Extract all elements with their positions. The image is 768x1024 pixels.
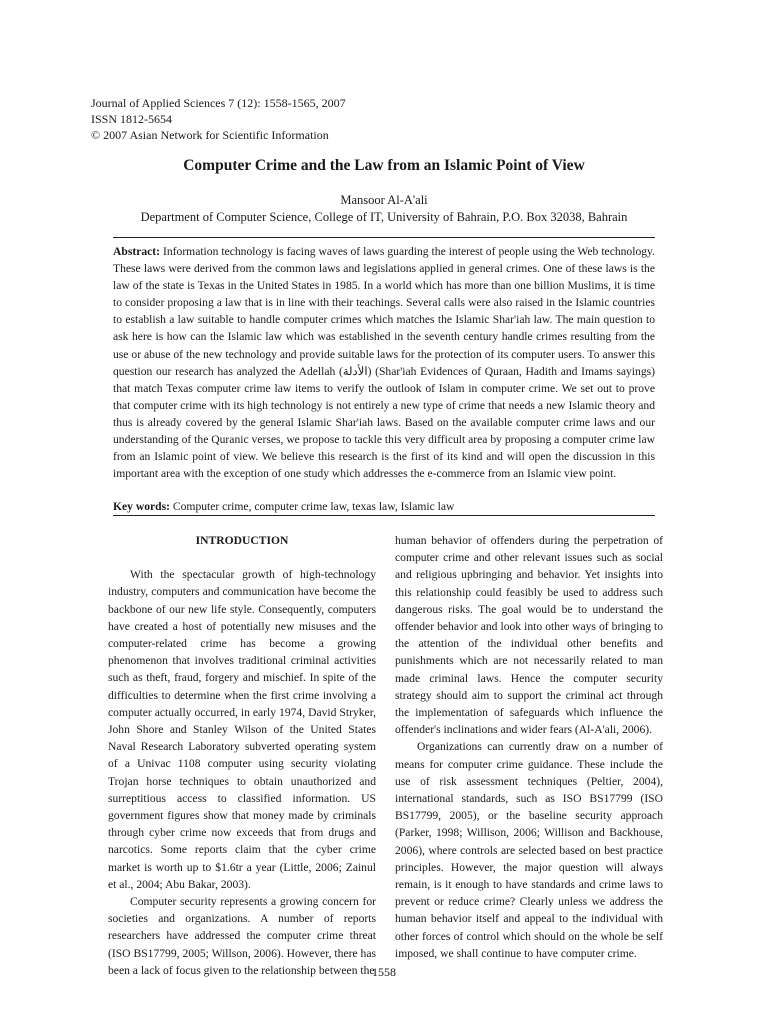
abstract — [113, 243, 655, 482]
journal-citation: Journal of Applied Sciences 7 (12): 1558-1565, 2007 — [91, 96, 346, 110]
body-paragraph: Organizations can currently draw on a number of means for computer crime guidance. These include the use of risk assessment techniques (Peltier, 2004), international standards, such as ISO BS17799 (ISO BS17799, 2005), or the baseline security approach (Parker, 1998; Willison, 2006; Willison and Backhouse, 2006), where controls are selected based on best practice principles. However, the major question will always remain, is it enough to have standards and crime laws to prevent or reduce crime? Clearly unless we address the human behavior itself and appeal to the individual with other forces of control which should on the whole be self imposed, we shall continue to have computer crime. — [395, 740, 663, 960]
keywords-text: Computer crime, computer crime law, texas law, Islamic law — [172, 500, 455, 513]
journal-issn: ISSN 1812-5654 — [91, 112, 173, 126]
paper-author: Mansoor Al-A'ali — [340, 193, 428, 207]
keywords-bottom-rule — [113, 515, 655, 516]
abstract-text: Information technology is facing waves of laws guarding the interest of people using the Web technology. These laws were derived from the common laws and legislations applied in general crimes. One of these laws is the law of the state is Texas in the United States in 1985. In a world which has more than one billion Muslims, it is time to consider proposing a law that is in line with their teachings. Several calls were also raised in the Islamic countries to establish a law suitable to handle computer crimes which matches the Islamic Shar'iah law. The main question to ask here is how can the Islamic law which was established in the seventh century handle crimes resulting from the use or abuse of the new technology and provide suitable laws for the protection of its computer users. To answer this question our research has analyzed the Adellah (الأدلة) (Shar'iah Evidences of Quraan, Hadith and Imams sayings) that match Texas computer crime law items to verify the outlook of Islam in computer crime. We set out to prove that computer crime with its high technology is not entirely a new type of crime that needs a new Islamic theory and thus is already covered by the general Islamic Shar'iah laws. Based on the available computer crime laws and our understanding of the Quranic verses, we propose to tackle this very difficult area by proposing a computer crime law from an Islamic point of view. We believe this research is the first of its kind and will open the discussion in this important area with the exception of one study which addresses the e-commerce from an Islamic view point. — [113, 245, 655, 481]
abstract-label: Abstract: — [113, 245, 161, 258]
body-paragraph: Computer security represents a growing concern for societies and organizations. A number of reports researchers have addressed the computer crime threat (ISO BS17799, 2005; Willson, 2006). However, there has been a lack of focus given to the relationship between the — [108, 895, 376, 977]
paper-title: Computer Crime and the Law from an Islamic Point of View — [183, 157, 585, 174]
section-heading-introduction: INTRODUCTION — [195, 534, 289, 547]
body-paragraph: human behavior of offenders during the perpetration of computer crime and other relevant issues such as social and religious upbringing and behavior. Yet insights into this relationship could feasibly be used to address such dangerous risks. The goal would be to understand the offender behavior and look into other ways of bringing to the attention of the individual other benefits and punishments which are not necessarily related to man made criminal laws. Hence the computer security strategy should aim to support the criminal act through the implementation of safeguards which influence the offender's inclinations and wider fears (Al-A'ali, 2006). — [395, 534, 663, 737]
journal-copyright: © 2007 Asian Network for Scientific Information — [91, 128, 329, 142]
journal-header — [91, 95, 491, 143]
keywords-label: Key words: — [113, 500, 170, 513]
right-column — [395, 532, 663, 962]
left-column — [108, 532, 376, 979]
page-number: 1558 — [372, 965, 396, 979]
body-paragraph: With the spectacular growth of high-technology industry, computers and communication have become the backbone of our new life style. Consequently, computers have created a host of potentially new misuses and the computer-related crime has become a growing phenomenon that involves traditional criminal activities such as theft, fraud, forgery and mischief. In spite of the difficulties to determine when the first crime involving a computer actually occurred, in early 1974, David Stryker, John Shore and Stanley Wilson of the United States Naval Research Laboratory subverted operating system of a Univac 1108 computer using security violating Trojan horse techniques to obtain unauthorized and surreptitious access to classified information. US government figures show that money made by criminals through cyber crime now exceeds that from drugs and narcotics. Some reports claim that the cyber crime market is worth up to $1.6tr a year (Little, 2006; Zainul et al., 2004; Abu Bakar, 2003). — [108, 568, 376, 891]
paper-affiliation: Department of Computer Science, College of IT, University of Bahrain, P.O. Box 32038, Bahrain — [140, 210, 628, 224]
keywords — [113, 499, 655, 515]
abstract-top-rule — [113, 237, 655, 238]
